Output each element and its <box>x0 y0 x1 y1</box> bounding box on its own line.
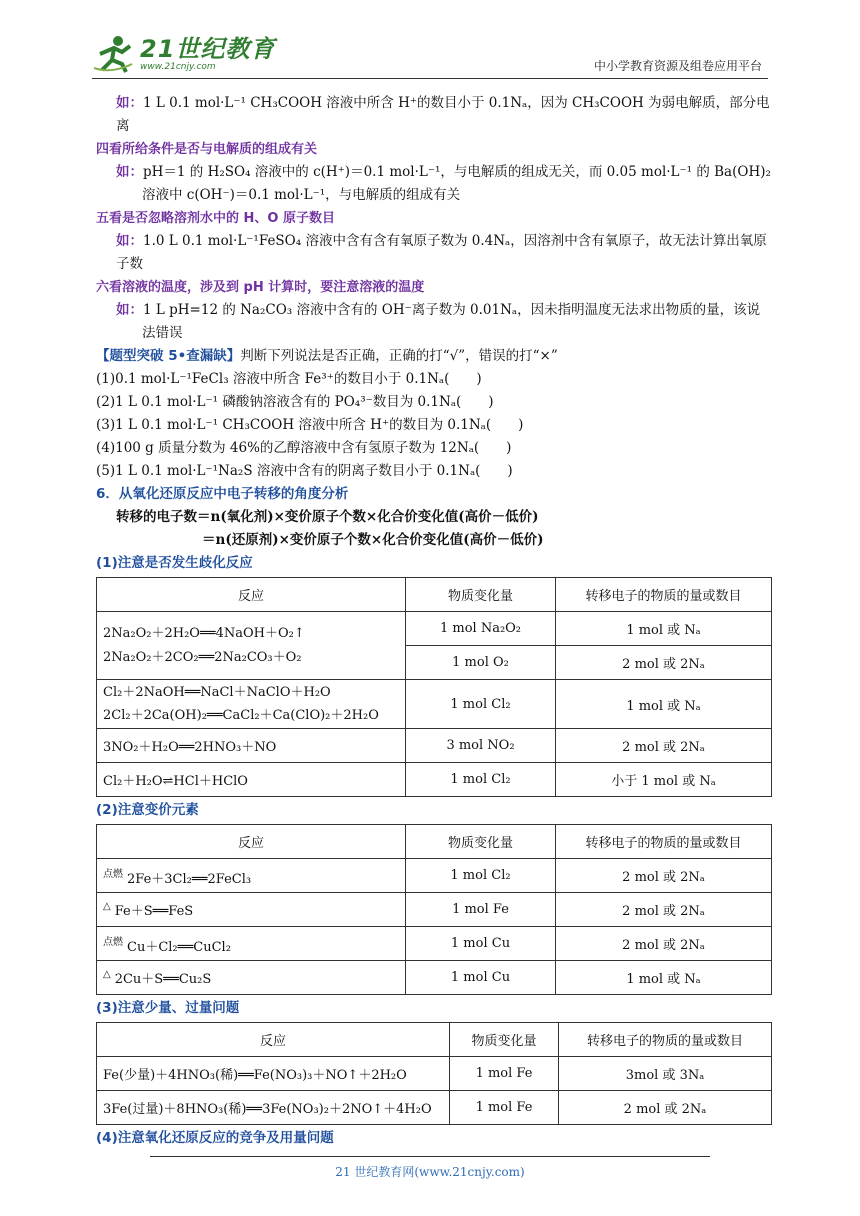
table-header-row <box>97 1023 772 1057</box>
header-reaction: 反应 <box>97 1023 450 1057</box>
question-2: (2)1 L 0.1 mol·L⁻¹ 磷酸钠溶液含有的 PO₄³⁻数目为 0.1Nₐ( ) <box>96 394 494 410</box>
exercise-title: 【题型突破 5•查漏缺】 <box>96 348 241 364</box>
table-row <box>97 729 772 763</box>
table-row <box>97 927 772 961</box>
example-marker: 如： <box>116 233 143 249</box>
reaction-cell: 3Fe(过量)＋8HNO₃(稀)══3Fe(NO₃)₂＋2NO↑＋4H₂O <box>97 1091 450 1125</box>
electrons-cell: 2 mol 或 2Nₐ <box>556 646 772 680</box>
reaction-text: 2Na₂O₂＋2H₂O══4NaOH＋O₂↑ <box>103 625 305 641</box>
reaction-cell <box>97 612 406 680</box>
table-disproportionation <box>96 577 772 797</box>
header-electrons: 转移电子的物质的量或数目 <box>559 1023 772 1057</box>
reaction-cell <box>97 961 406 995</box>
reaction-text: 2Fe＋3Cl₂══2FeCl₃ <box>127 871 252 887</box>
amount-cell: 1 mol Cu <box>406 927 556 961</box>
amount-cell: 1 mol Cu <box>406 961 556 995</box>
amount-cell: 1 mol Cl₂ <box>406 763 556 797</box>
amount-cell: 3 mol NO₂ <box>406 729 556 763</box>
electrons-cell: 2 mol 或 2Nₐ <box>556 729 772 763</box>
question-5: (5)1 L 0.1 mol·L⁻¹Na₂S 溶液中含有的阴离子数目小于 0.1Nₐ( ) <box>96 463 513 479</box>
reaction-cell <box>97 927 406 961</box>
amount-cell: 1 mol Fe <box>450 1057 559 1091</box>
reaction-cell: 3NO₂＋H₂O══2HNO₃＋NO <box>97 729 406 763</box>
reaction-cell <box>97 893 406 927</box>
header-amount: 物质变化量 <box>450 1023 559 1057</box>
table-row <box>97 612 772 646</box>
question-1: (1)0.1 mol·L⁻¹FeCl₃ 溶液中所含 Fe³⁺的数目小于 0.1Nₐ( ) <box>96 371 482 387</box>
example-marker: 如： <box>116 95 143 111</box>
reaction-text: Cu＋Cl₂══CuCl₂ <box>127 939 231 955</box>
example-text: pH＝1 的 H₂SO₄ 溶液中的 c(H⁺)＝0.1 mol·L⁻¹，与电解质的组成无关，而 0.05 mol·L⁻¹ 的 Ba(OH)₂ 溶液中 c(OH⁻)＝0.1 mol·L⁻¹，与电解质的组成有关 <box>142 164 771 203</box>
table-row <box>97 893 772 927</box>
table-variable-valence <box>96 824 772 995</box>
condition-label: △ <box>103 969 111 980</box>
amount-cell: 1 mol Cl₂ <box>406 859 556 893</box>
condition-label: 点燃 <box>103 868 123 880</box>
example-marker: 如： <box>116 164 143 180</box>
formula-line-1: 转移的电子数＝n(氧化剂)×变价原子个数×化合价变化值(高价－低价) <box>116 509 539 525</box>
header-reaction: 反应 <box>97 825 406 859</box>
reaction-text: 2Cu＋S══Cu₂S <box>114 972 212 987</box>
example-line-3 <box>96 230 772 276</box>
reaction-cell: Cl₂＋H₂O⇌HCl＋HClO <box>97 763 406 797</box>
exercise-intro <box>96 345 772 368</box>
page-content <box>96 92 772 1150</box>
condition-label: △ <box>103 901 111 912</box>
logo-title: 21世纪教育 <box>140 35 276 63</box>
example-text: 1 L pH=12 的 Na₂CO₃ 溶液中含有的 OH⁻离子数为 0.01Nₐ，因未指明温度无法求出物质的量，该说法错误 <box>142 302 761 341</box>
electrons-cell: 2 mol 或 2Nₐ <box>556 859 772 893</box>
electrons-cell: 1 mol 或 Nₐ <box>556 612 772 646</box>
logo-url: www.21cnjy.com <box>140 62 216 72</box>
exercise-desc: 判断下列说法是否正确，正确的打“√”，错误的打“×” <box>240 348 558 364</box>
amount-cell: 1 mol Fe <box>450 1091 559 1125</box>
table-row <box>97 961 772 995</box>
table4-title: (4)注意氧化还原反应的竞争及用量问题 <box>96 1130 334 1146</box>
table-header-row <box>97 578 772 612</box>
table3-title: (3)注意少量、过量问题 <box>96 1000 240 1016</box>
formula-line-2: ＝n(还原剂)×变价原子个数×化合价变化值(高价－低价) <box>202 532 544 548</box>
header-reaction: 反应 <box>97 578 406 612</box>
reaction-text: Cl₂＋2NaOH══NaCl＋NaClO＋H₂O <box>103 685 331 700</box>
example-text: 1.0 L 0.1 mol·L⁻¹FeSO₄ 溶液中含有含有氧原子数为 0.4Nₐ，因溶剂中含有氧原子，故无法计算出氧原子数 <box>116 233 767 272</box>
example-line-1 <box>96 92 772 138</box>
logo <box>92 32 275 76</box>
table2-title: (2)注意变价元素 <box>96 802 199 818</box>
condition-label: 点燃 <box>103 936 123 948</box>
amount-cell: 1 mol Cl₂ <box>406 680 556 729</box>
header-electrons: 转移电子的物质的量或数目 <box>556 825 772 859</box>
platform-name: 中小学教育资源及组卷应用平台 <box>593 59 762 73</box>
table-row <box>97 1091 772 1125</box>
table-excess <box>96 1022 772 1125</box>
electrons-cell: 2 mol 或 2Nₐ <box>556 927 772 961</box>
electrons-cell: 2 mol 或 2Nₐ <box>559 1091 772 1125</box>
runner-logo-icon <box>92 34 136 74</box>
electrons-cell: 3mol 或 3Nₐ <box>559 1057 772 1091</box>
question-4: (4)100 g 质量分数为 46%的乙醇溶液中含有氢原子数为 12Nₐ( ) <box>96 440 512 456</box>
heading-5: 五看是否忽略溶剂水中的 H、O 原子数目 <box>96 211 335 226</box>
example-text: 1 L 0.1 mol·L⁻¹ CH₃COOH 溶液中所含 H⁺的数目小于 0.1Nₐ，因为 CH₃COOH 为弱电解质，部分电离 <box>116 95 770 134</box>
table-row <box>97 859 772 893</box>
example-line-2 <box>96 161 772 207</box>
header-amount: 物质变化量 <box>406 825 556 859</box>
example-line-4 <box>96 299 772 345</box>
table1-title: (1)注意是否发生歧化反应 <box>96 555 253 571</box>
page-header <box>92 30 768 79</box>
page-footer: 21 世纪教育网(www.21cnjy.com) <box>150 1156 710 1180</box>
amount-cell: 1 mol O₂ <box>406 646 556 680</box>
amount-cell: 1 mol Na₂O₂ <box>406 612 556 646</box>
reaction-cell: Fe(少量)＋4HNO₃(稀)══Fe(NO₃)₃＋NO↑＋2H₂O <box>97 1057 450 1091</box>
heading-6: 六看溶液的温度，涉及到 pH 计算时，要注意溶液的温度 <box>96 280 425 295</box>
electrons-cell: 1 mol 或 Nₐ <box>556 680 772 729</box>
header-amount: 物质变化量 <box>406 578 556 612</box>
header-electrons: 转移电子的物质的量或数目 <box>556 578 772 612</box>
reaction-text: 2Cl₂＋2Ca(OH)₂══CaCl₂＋Ca(ClO)₂＋2H₂O <box>103 708 379 723</box>
electrons-cell: 小于 1 mol 或 Nₐ <box>556 763 772 797</box>
reaction-cell <box>97 859 406 893</box>
electrons-cell: 1 mol 或 Nₐ <box>556 961 772 995</box>
reaction-cell <box>97 680 406 729</box>
reaction-text: Fe＋S══FeS <box>114 904 194 919</box>
question-3: (3)1 L 0.1 mol·L⁻¹ CH₃COOH 溶液中所含 H⁺的数目为 0.1Nₐ( ) <box>96 417 524 433</box>
table-row <box>97 1057 772 1091</box>
amount-cell: 1 mol Fe <box>406 893 556 927</box>
electrons-cell: 2 mol 或 2Nₐ <box>556 893 772 927</box>
heading-4: 四看所给条件是否与电解质的组成有关 <box>96 142 318 157</box>
section-6-title: 6．从氧化还原反应中电子转移的角度分析 <box>96 486 349 502</box>
example-marker: 如： <box>116 302 143 318</box>
table-row <box>97 680 772 729</box>
table-header-row <box>97 825 772 859</box>
reaction-text: 2Na₂O₂＋2CO₂══2Na₂CO₃＋O₂ <box>103 649 302 665</box>
table-row <box>97 763 772 797</box>
